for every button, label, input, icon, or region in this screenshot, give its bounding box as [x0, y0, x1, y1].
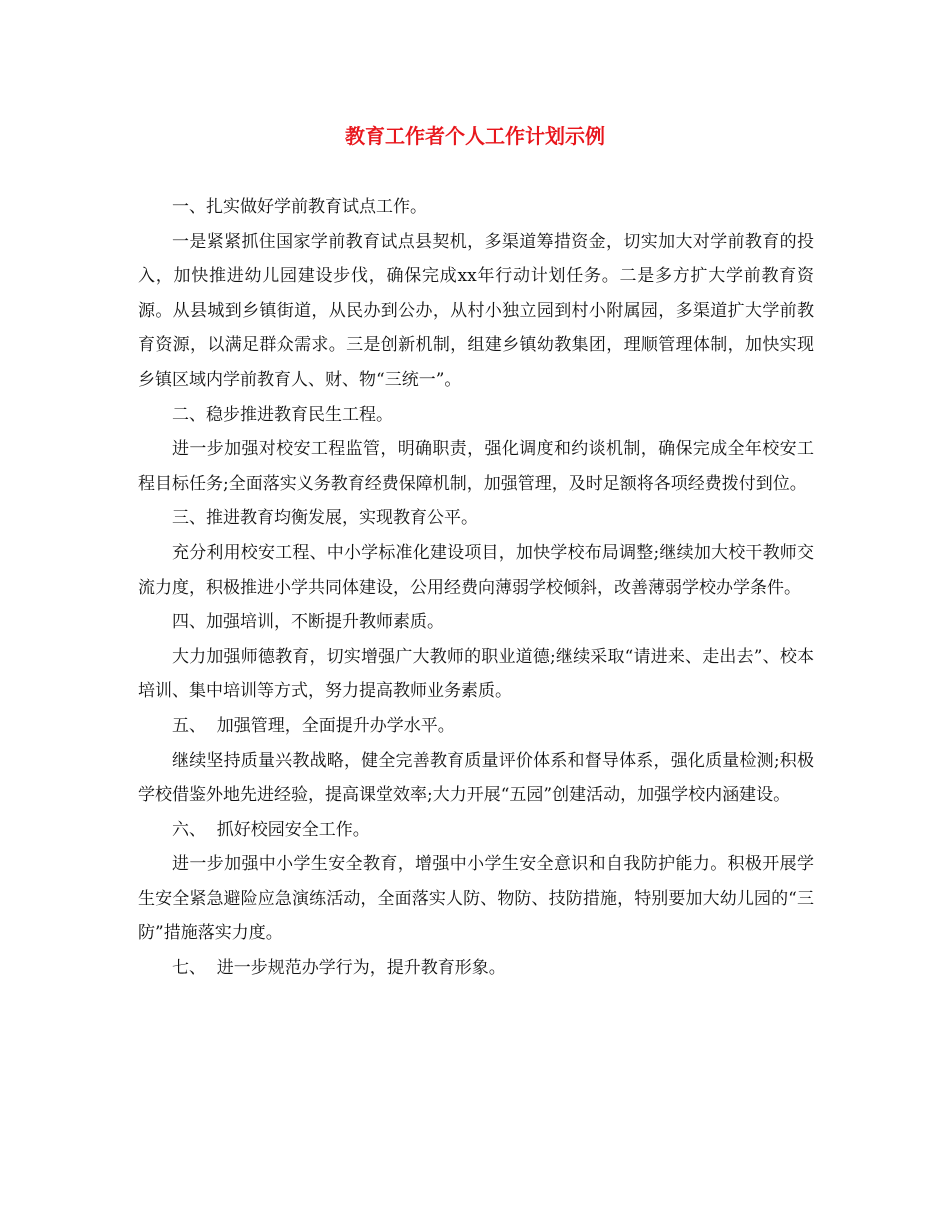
section-heading-1: 一、扎实做好学前教育试点工作。: [172, 197, 427, 217]
section-heading-2: 二、稳步推进教育民生工程。: [172, 404, 393, 425]
document-body: [138, 190, 814, 986]
section-heading-3: 三、推进教育均衡发展，实现教育公平。: [172, 508, 478, 529]
section-paragraph-2: 进一步加强对校安工程监管，明确职责，强化调度和约谈机制，确保完成全年校安工程目标任务;全面落实义务教育经费保障机制，加强管理，及时足额将各项经费拨付到位。: [138, 439, 814, 494]
section-paragraph-5: 继续坚持质量兴教战略，健全完善教育质量评价体系和督导体系，强化质量检测;积极学校借鉴外地先进经验，提高课堂效率;大力开展“五园”创建活动，加强学校内涵建设。: [138, 750, 814, 806]
document-title: 教育工作者个人工作计划示例: [345, 124, 605, 148]
section-paragraph-1: 一是紧紧抓住国家学前教育试点县契机，多渠道筹措资金，切实加大对学前教育的投入，加快推进幼儿园建设步伐，确保完成xx年行动计划任务。二是多方扩大学前教育资源。从县城到乡镇街道，从民办到公办，从村小独立园到村小附属园，多渠道扩大学前教育资源，以满足群众需求。三是创新机制，组建乡镇幼教集团，理顺管理体制，加快实现乡镇区域内学前教育人、财、物“三统一”。: [138, 231, 814, 390]
section-paragraph-4: 大力加强师德教育，切实增强广大教师的职业道德;继续采取“请进来、走出去”、校本培训、集中培训等方式，努力提高教师业务素质。: [138, 646, 814, 702]
section-paragraph-6: 进一步加强中小学生安全教育，增强中小学生安全意识和自我防护能力。积极开展学生安全紧急避险应急演练活动，全面落实人防、物防、技防措施，特别要加大幼儿园的“三防”措施落实力度。: [138, 854, 814, 944]
section-heading-4: 四、加强培训，不断提升教师素质。: [172, 612, 444, 633]
section-heading-5: 五、 加强管理，全面提升办学水平。: [172, 715, 455, 736]
section-heading-7: 七、 进一步规范办学行为，提升教育形象。: [172, 958, 506, 979]
section-heading-6: 六、 抓好校园安全工作。: [172, 819, 370, 840]
section-paragraph-3: 充分利用校安工程、中小学标准化建设项目，加快学校布局调整;继续加大校干教师交流力度，积极推进小学共同体建设，公用经费向薄弱学校倾斜，改善薄弱学校办学条件。: [138, 542, 814, 598]
